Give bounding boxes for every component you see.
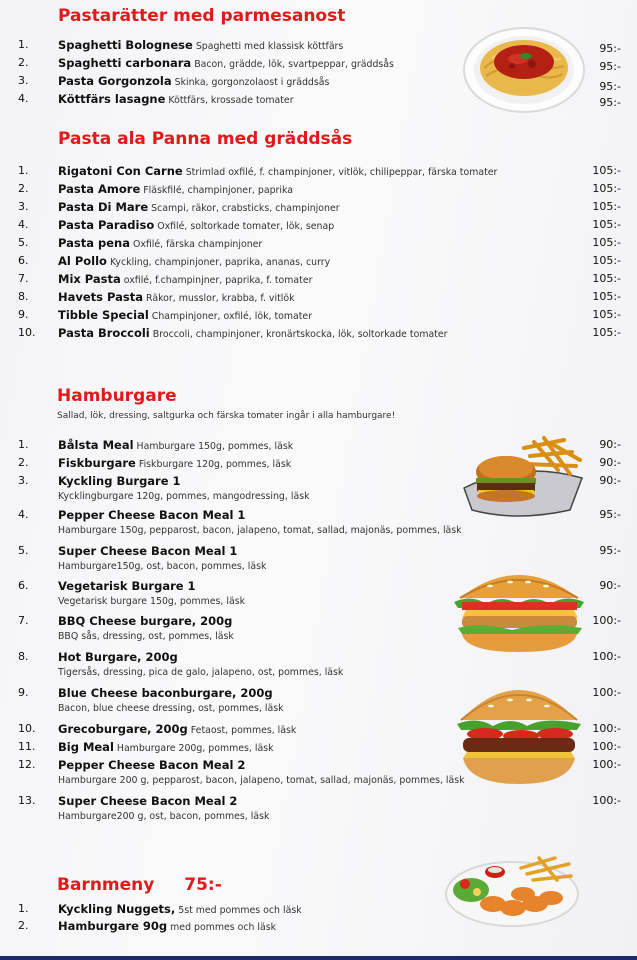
item-price: 95:- <box>599 544 621 557</box>
item-description: Oxfilé, soltorkade tomater, lök, senap <box>157 221 335 232</box>
item-number: 7. <box>18 272 29 285</box>
item-description: Oxfilé, färska champinjoner <box>132 239 263 250</box>
item-price: 90:- <box>599 438 621 451</box>
item-line <box>58 326 448 340</box>
item-description: Spaghetti med klassisk köttfärs <box>195 41 344 52</box>
item-line <box>58 290 295 304</box>
item-number: 6. <box>18 254 29 267</box>
item-description: Kycklingburgare 120g, pommes, mangodressing, läsk <box>58 491 310 502</box>
item-price: 95:- <box>599 42 621 55</box>
item-line <box>58 438 293 452</box>
item-line <box>58 92 294 106</box>
item-line <box>58 74 329 88</box>
item-number: 2. <box>18 182 29 195</box>
item-line <box>58 740 274 754</box>
item-number: 1. <box>18 164 29 177</box>
item-number: 13. <box>18 794 36 807</box>
item-line <box>58 579 196 593</box>
item-description: BBQ sås, dressing, ost, pommes, läsk <box>58 631 234 642</box>
item-line <box>58 236 262 250</box>
item-description: Kyckling, champinjoner, paprika, ananas, curry <box>109 257 331 268</box>
item-price: 105:- <box>592 290 621 303</box>
item-name: Blue Cheese baconburgare, 200g <box>58 686 273 700</box>
barnmeny-title: Barnmeny <box>57 875 155 895</box>
item-price: 105:- <box>592 182 621 195</box>
section-title-hamburgare: Hamburgare <box>57 386 177 406</box>
item-description: 5st med pommes och läsk <box>178 905 302 916</box>
item-name: Pasta Amore <box>58 182 141 196</box>
item-description: Scampi, räkor, crabsticks, champinjoner <box>151 203 340 214</box>
item-description: Skinka, gorgonzolaost i gräddsås <box>174 77 330 88</box>
item-name: Kyckling Burgare 1 <box>58 474 181 488</box>
item-description: Champinjoner, oxfilé, lök, tomater <box>151 311 313 322</box>
item-number: 9. <box>18 308 29 321</box>
item-price: 100:- <box>592 722 621 735</box>
item-name: Spaghetti Bolognese <box>58 38 193 52</box>
item-number: 12. <box>18 758 36 771</box>
item-price: 95:- <box>599 96 621 109</box>
pasta_panna-item <box>0 326 637 343</box>
item-line <box>58 182 293 196</box>
item-line <box>58 308 312 322</box>
item-price: 105:- <box>592 200 621 213</box>
item-name: Hamburgare 90g <box>58 919 168 933</box>
item-number: 2. <box>18 456 29 469</box>
item-price: 90:- <box>599 474 621 487</box>
item-description: Strimlad oxfilé, f. champinjoner, vitlök, chilipeppar, färska tomater <box>185 167 498 178</box>
item-name: Super Cheese Bacon Meal 2 <box>58 794 238 808</box>
bacon-burger-image <box>455 668 583 786</box>
item-line <box>58 758 245 772</box>
item-number: 3. <box>18 200 29 213</box>
item-price: 105:- <box>592 164 621 177</box>
item-price: 105:- <box>592 218 621 231</box>
item-number: 2. <box>18 56 29 69</box>
item-price: 105:- <box>592 236 621 249</box>
item-description: Hamburgare 200g, pommes, läsk <box>116 743 274 754</box>
spaghetti-plate-image <box>462 22 586 114</box>
item-number: 7. <box>18 614 29 627</box>
item-number: 10. <box>18 326 36 339</box>
item-number: 4. <box>18 508 29 521</box>
item-name: Kyckling Nuggets, <box>58 902 176 916</box>
item-name: Al Pollo <box>58 254 107 268</box>
item-description: Hamburgare 200 g, pepparost, bacon, jalapeno, tomat, sallad, majonäs, pommes, läsk <box>58 775 465 786</box>
item-name: Vegetarisk Burgare 1 <box>58 579 196 593</box>
item-price: 100:- <box>592 740 621 753</box>
item-number: 5. <box>18 236 29 249</box>
item-number: 6. <box>18 579 29 592</box>
item-description: Hamburgare 150g, pommes, läsk <box>136 441 294 452</box>
item-description: Broccoli, champinjoner, kronärtskocka, lök, soltorkade tomater <box>152 329 448 340</box>
item-description: Tigersås, dressing, pica de galo, jalapeno, ost, pommes, läsk <box>58 667 344 678</box>
pasta_panna-item <box>0 254 637 271</box>
item-description: Fiskburgare 120g, pommes, läsk <box>138 459 292 470</box>
item-price: 105:- <box>592 308 621 321</box>
item-description: med pommes och läsk <box>170 922 277 933</box>
item-line <box>58 508 245 522</box>
item-line <box>58 919 276 933</box>
item-name: Pasta Gorgonzola <box>58 74 172 88</box>
item-line <box>58 650 178 664</box>
item-line <box>58 164 497 178</box>
item-number: 4. <box>18 92 29 105</box>
item-price: 105:- <box>592 326 621 339</box>
item-name: Super Cheese Bacon Meal 1 <box>58 544 238 558</box>
pasta_panna-item <box>0 218 637 235</box>
item-name: Köttfärs lasagne <box>58 92 166 106</box>
item-description: Vegetarisk burgare 150g, pommes, läsk <box>58 596 246 607</box>
pasta_panna-item <box>0 290 637 307</box>
item-price: 100:- <box>592 614 621 627</box>
item-price: 90:- <box>599 579 621 592</box>
item-price: 95:- <box>599 80 621 93</box>
item-line <box>58 902 302 916</box>
item-name: Pepper Cheese Bacon Meal 1 <box>58 508 246 522</box>
pasta_panna-item <box>0 236 637 253</box>
item-line <box>58 254 330 268</box>
item-line <box>58 794 237 808</box>
item-description: Hamburgare150g, ost, bacon, pommes, läsk <box>58 561 267 572</box>
item-description: Bacon, grädde, lök, svartpeppar, gräddsås <box>194 59 394 70</box>
item-description: Köttfärs, krossade tomater <box>168 95 294 106</box>
item-name: Pasta Di Mare <box>58 200 149 214</box>
pasta_panna-item <box>0 272 637 289</box>
item-price: 90:- <box>599 456 621 469</box>
item-name: Big Meal <box>58 740 114 754</box>
item-line <box>58 456 291 470</box>
item-line <box>58 272 312 286</box>
item-number: 5. <box>18 544 29 557</box>
item-description: Hamburgare200 g, ost, bacon, pommes, läsk <box>58 811 270 822</box>
section-title-pasta-panna: Pasta ala Panna med gräddsås <box>58 129 353 149</box>
item-number: 2. <box>18 919 29 932</box>
item-number: 1. <box>18 902 29 915</box>
item-line <box>58 544 237 558</box>
item-number: 8. <box>18 290 29 303</box>
item-name: Grecoburgare, 200g <box>58 722 188 736</box>
item-name: Fiskburgare <box>58 456 136 470</box>
item-price: 105:- <box>592 254 621 267</box>
item-description: Hamburgare 150g, pepparost, bacon, jalapeno, tomat, sallad, majonäs, pommes, läsk <box>58 525 462 536</box>
item-description: Fläskfilé, champinjoner, paprika <box>143 185 293 196</box>
item-price: 100:- <box>592 794 621 807</box>
burger-fries-image <box>460 430 586 520</box>
item-line <box>58 200 340 214</box>
item-line <box>58 218 334 232</box>
hamburgare-note: Sallad, lök, dressing, saltgurka och färska tomater ingår i alla hamburgare! <box>57 411 396 421</box>
item-name: Pasta Broccoli <box>58 326 150 340</box>
item-name: Rigatoni Con Carne <box>58 164 183 178</box>
item-number: 4. <box>18 218 29 231</box>
item-description: Fetaost, pommes, läsk <box>190 725 297 736</box>
item-description: Räkor, musslor, krabba, f. vitlök <box>146 293 295 304</box>
item-number: 11. <box>18 740 36 753</box>
item-name: Bålsta Meal <box>58 438 134 452</box>
item-price: 100:- <box>592 650 621 663</box>
hamburgare-item <box>0 794 637 822</box>
item-price: 100:- <box>592 686 621 699</box>
section-title-barnmeny <box>57 875 222 895</box>
barnmeny-price: 75:- <box>184 875 222 895</box>
item-name: Tibble Special <box>58 308 149 322</box>
item-number: 10. <box>18 722 36 735</box>
item-line <box>58 686 273 700</box>
item-line <box>58 722 296 736</box>
item-number: 1. <box>18 438 29 451</box>
pasta_panna-item <box>0 182 637 199</box>
section-title-pasta-parmesan: Pastarätter med parmesanost <box>58 6 346 26</box>
item-number: 9. <box>18 686 29 699</box>
pasta_panna-item <box>0 164 637 181</box>
item-description: Bacon, blue cheese dressing, ost, pommes, läsk <box>58 703 284 714</box>
pasta_panna-item <box>0 200 637 217</box>
item-line <box>58 614 232 628</box>
item-line <box>58 38 343 52</box>
pasta_panna-item <box>0 308 637 325</box>
item-name: BBQ Cheese burgare, 200g <box>58 614 233 628</box>
item-price: 95:- <box>599 60 621 73</box>
item-name: Pasta pena <box>58 236 130 250</box>
item-number: 3. <box>18 474 29 487</box>
item-price: 95:- <box>599 508 621 521</box>
item-name: Spaghetti carbonara <box>58 56 192 70</box>
item-name: Mix Pasta <box>58 272 121 286</box>
item-line <box>58 56 394 70</box>
item-name: Havets Pasta <box>58 290 144 304</box>
item-number: 3. <box>18 74 29 87</box>
item-name: Hot Burgare, 200g <box>58 650 178 664</box>
item-number: 8. <box>18 650 29 663</box>
item-description: oxfilé, f.champinjner, paprika, f. tomater <box>123 275 313 286</box>
item-line <box>58 474 181 488</box>
cheeseburger-image <box>452 558 587 653</box>
nuggets-plate-image <box>443 850 581 930</box>
item-name: Pasta Paradiso <box>58 218 155 232</box>
item-price: 105:- <box>592 272 621 285</box>
item-name: Pepper Cheese Bacon Meal 2 <box>58 758 246 772</box>
item-price: 100:- <box>592 758 621 771</box>
item-number: 1. <box>18 38 29 51</box>
bottom-edge <box>0 956 637 960</box>
